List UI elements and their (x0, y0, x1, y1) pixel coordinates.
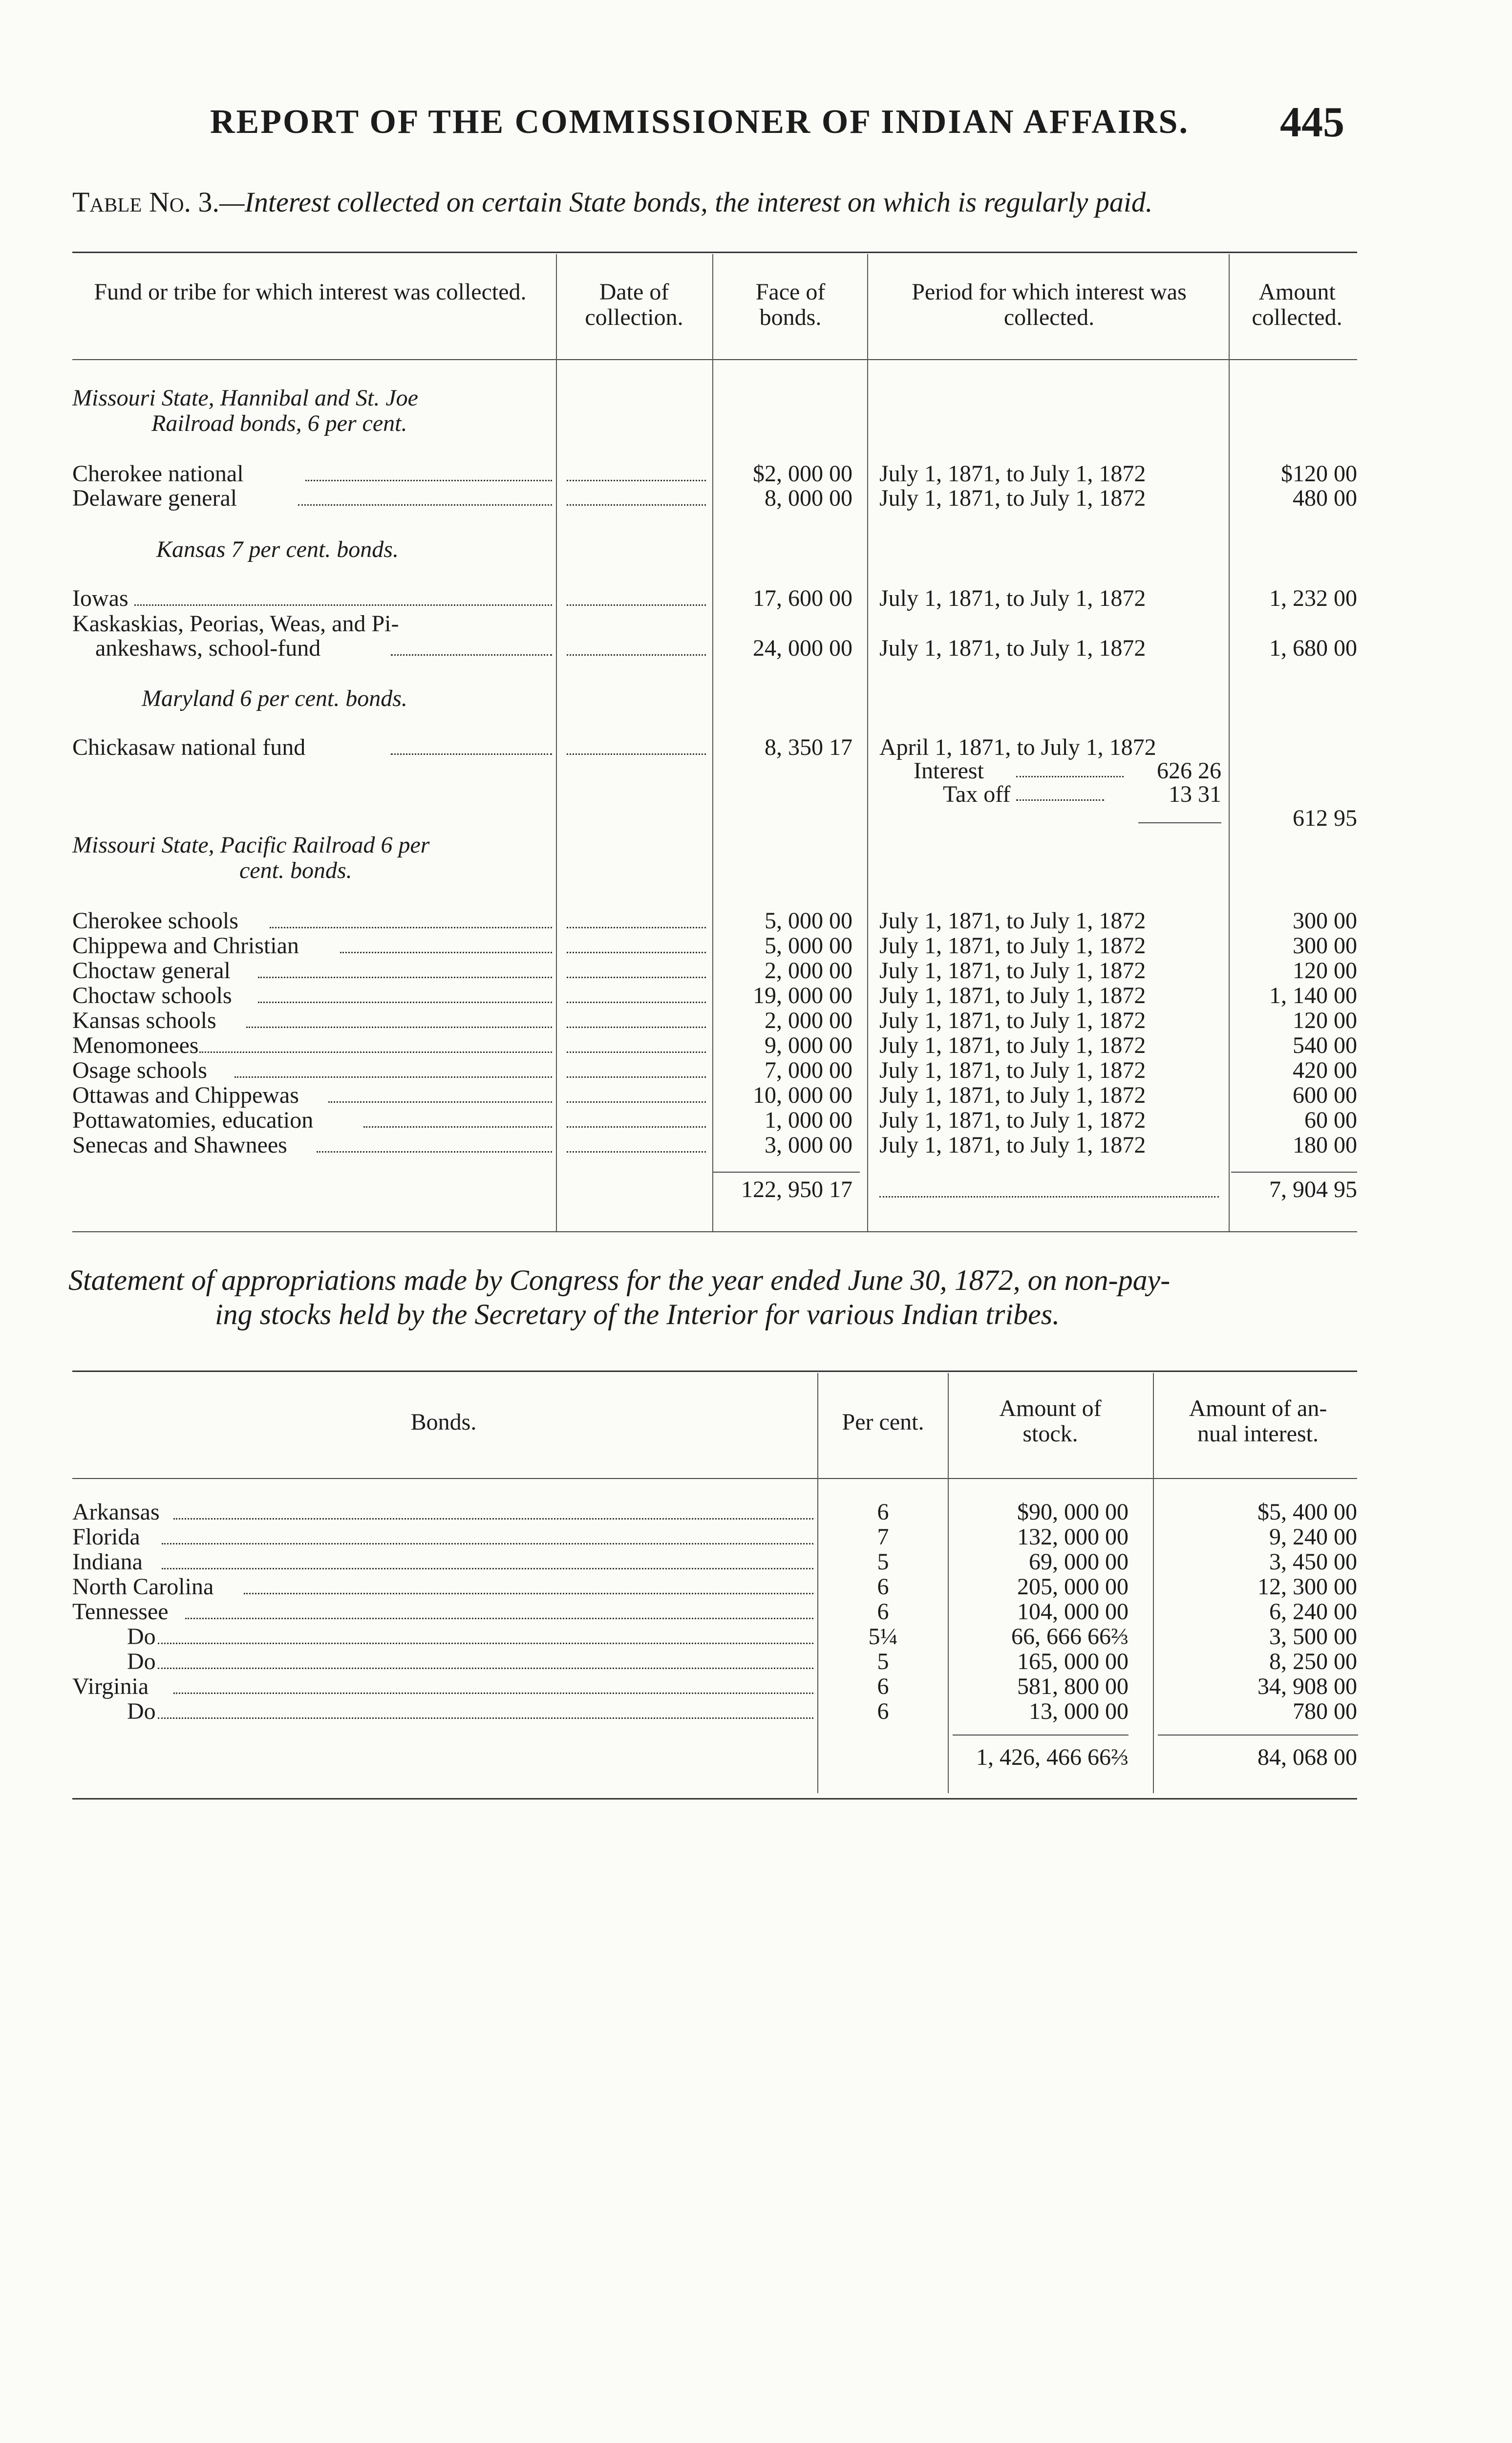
total-rule (1231, 1172, 1357, 1173)
row-period: July 1, 1871, to July 1, 1872 (879, 585, 1146, 611)
row-period: July 1, 1871, to July 1, 1872 (879, 461, 1146, 487)
total-rule (953, 1735, 1129, 1736)
row-face: 8, 000 00 (765, 485, 852, 511)
row-period: July 1, 1871, to July 1, 1872 (879, 485, 1146, 511)
row-name: Virginia (72, 1673, 149, 1699)
table-caption: —Interest collected on certain State bonds, the interest on which is regularly paid. (219, 186, 1153, 218)
row-name: Iowas (72, 585, 128, 611)
col-header-percent: Per cent. (842, 1409, 924, 1435)
row-stock: $90, 000 00 (1017, 1499, 1129, 1525)
row-name: Menomonees (72, 1032, 199, 1058)
row-period: July 1, 1871, to July 1, 1872 (879, 1057, 1146, 1083)
row-amount: 300 00 (1293, 933, 1357, 959)
row-amount: 1, 680 00 (1269, 635, 1357, 661)
row-amount: $120 00 (1281, 461, 1357, 487)
row-amount: 120 00 (1293, 1007, 1357, 1033)
dot-leader (162, 1543, 813, 1544)
row-name: Chippewa and Christian (72, 933, 299, 959)
dot-leader (567, 977, 706, 978)
section-heading: Missouri State, Hannibal and St. Joe (72, 385, 418, 411)
column-divider (712, 254, 713, 1231)
dot-leader (246, 1027, 552, 1028)
row-name: Cherokee national (72, 461, 244, 487)
section-heading: Kansas 7 per cent. bonds. (156, 536, 399, 562)
total-rule (713, 1172, 860, 1173)
row-name: Arkansas (72, 1499, 160, 1525)
row-period: July 1, 1871, to July 1, 1872 (879, 1132, 1146, 1158)
row-face: 5, 000 00 (765, 933, 852, 959)
row-period: July 1, 1871, to July 1, 1872 (879, 908, 1146, 934)
row-stock: 132, 000 00 (1017, 1524, 1129, 1550)
dot-leader (340, 952, 552, 953)
statement-line: Statement of appropriations made by Congress for the year ended June 30, 1872, on non-pay- (68, 1264, 1171, 1296)
table-header-rule (72, 1478, 1357, 1479)
row-stock: 69, 000 00 (1029, 1549, 1129, 1575)
running-title: REPORT OF THE COMMISSIONER OF INDIAN AFFAIRS. (210, 103, 1189, 141)
total-amount: 7, 904 95 (1269, 1177, 1357, 1202)
total-stock: 1, 426, 466 66⅔ (976, 1744, 1129, 1770)
row-interest: 34, 908 00 (1257, 1673, 1357, 1699)
dot-leader (162, 1568, 813, 1569)
row-amount: 600 00 (1293, 1082, 1357, 1108)
row-stock: 104, 000 00 (1017, 1599, 1129, 1625)
statement-title (68, 1263, 1363, 1331)
column-divider (1229, 254, 1230, 1231)
table-label: Table No. 3. (72, 186, 219, 218)
dot-leader (158, 1643, 813, 1644)
row-name: Florida (72, 1524, 140, 1550)
row-name: Tennessee (72, 1599, 169, 1625)
column-divider (1153, 1373, 1154, 1793)
row-stock: 205, 000 00 (1017, 1574, 1129, 1600)
table-header-rule (72, 359, 1357, 360)
dot-leader (567, 1027, 706, 1028)
row-amount: 420 00 (1293, 1057, 1357, 1083)
row-face: 17, 600 00 (753, 585, 852, 611)
row-interest: 12, 300 00 (1257, 1574, 1357, 1600)
dot-leader (317, 1151, 552, 1153)
row-name: Kansas schools (72, 1007, 216, 1033)
row-name: Choctaw schools (72, 983, 232, 1008)
dot-leader (158, 1717, 813, 1719)
row-face: 24, 000 00 (753, 635, 852, 661)
row-period: July 1, 1871, to July 1, 1872 (879, 933, 1146, 959)
row-name: Choctaw general (72, 958, 231, 984)
interest-value: 626 26 (1157, 758, 1221, 784)
col-header-bonds: Bonds. (410, 1409, 477, 1435)
section-heading: cent. bonds. (239, 857, 352, 883)
row-amount: 120 00 (1293, 958, 1357, 984)
row-name: Pottawatomies, education (72, 1107, 314, 1133)
row-percent: 5 (877, 1649, 889, 1674)
row-name: Do (127, 1698, 156, 1724)
row-stock: 13, 000 00 (1029, 1698, 1129, 1724)
row-amount: 480 00 (1293, 485, 1357, 511)
page-number: 445 (1280, 99, 1344, 146)
dot-leader (173, 1693, 813, 1694)
dot-leader (258, 1002, 552, 1003)
table-bottom-rule (72, 1231, 1357, 1232)
row-face: 3, 000 00 (765, 1132, 852, 1158)
dot-leader (363, 1126, 552, 1128)
row-amount: 540 00 (1293, 1032, 1357, 1058)
column-divider (948, 1373, 949, 1793)
row-interest: 3, 500 00 (1269, 1624, 1357, 1650)
row-percent: 6 (877, 1499, 889, 1525)
row-name: Senecas and Shawnees (72, 1132, 287, 1158)
dot-leader (567, 1126, 706, 1128)
row-name: ankeshaws, school-fund (95, 635, 321, 661)
row-percent: 7 (877, 1524, 889, 1550)
row-face: 2, 000 00 (765, 1007, 852, 1033)
dot-leader (567, 1051, 706, 1053)
dot-leader (199, 1051, 552, 1053)
row-amount: 300 00 (1293, 908, 1357, 934)
table-top-rule (72, 252, 1357, 253)
row-face: $2, 000 00 (753, 461, 852, 487)
row-period: July 1, 1871, to July 1, 1872 (879, 1032, 1146, 1058)
row-face: 8, 350 17 (765, 734, 852, 760)
col-header-period: Period for which interest was collected. (912, 279, 1187, 330)
row-percent: 6 (877, 1673, 889, 1699)
column-divider (817, 1373, 818, 1793)
row-face: 19, 000 00 (753, 983, 852, 1008)
row-name: Do (127, 1624, 156, 1650)
row-stock: 581, 800 00 (1017, 1673, 1129, 1699)
row-name: Cherokee schools (72, 908, 238, 934)
row-amount: 60 00 (1304, 1107, 1357, 1133)
col-header-face: Face of bonds. (755, 279, 826, 330)
row-stock: 165, 000 00 (1017, 1649, 1129, 1674)
row-period: July 1, 1871, to July 1, 1872 (879, 1007, 1146, 1033)
row-face: 2, 000 00 (765, 958, 852, 984)
dot-leader (567, 952, 706, 953)
row-interest: 9, 240 00 (1269, 1524, 1357, 1550)
dot-leader (567, 1002, 706, 1003)
row-period: July 1, 1871, to July 1, 1872 (879, 958, 1146, 984)
dot-leader (567, 927, 706, 928)
row-percent: 6 (877, 1698, 889, 1724)
row-percent: 5¼ (868, 1624, 898, 1650)
interest-label: Interest (914, 758, 984, 784)
row-face: 7, 000 00 (765, 1057, 852, 1083)
dot-leader (158, 1668, 813, 1669)
row-period: July 1, 1871, to July 1, 1872 (879, 635, 1146, 661)
row-interest: $5, 400 00 (1257, 1499, 1357, 1525)
page-header (0, 98, 1512, 156)
col-header-date: Date of collection. (585, 279, 683, 330)
row-period: July 1, 1871, to July 1, 1872 (879, 983, 1146, 1008)
row-amount: 1, 232 00 (1269, 585, 1357, 611)
row-name: North Carolina (72, 1574, 214, 1600)
row-period: April 1, 1871, to July 1, 1872 (879, 734, 1156, 760)
section-heading: Missouri State, Pacific Railroad 6 per (72, 832, 430, 858)
table-top-rule (72, 1371, 1357, 1372)
col-header-interest: Amount of an- nual interest. (1189, 1395, 1327, 1447)
tax-value: 13 31 (1169, 781, 1221, 807)
row-name: Ottawas and Chippewas (72, 1082, 299, 1108)
row-percent: 6 (877, 1574, 889, 1600)
row-stock: 66, 666 66⅔ (1011, 1624, 1129, 1650)
row-name: Do (127, 1649, 156, 1674)
dot-leader (258, 977, 552, 978)
row-face: 5, 000 00 (765, 908, 852, 934)
column-divider (867, 254, 868, 1231)
row-face: 9, 000 00 (765, 1032, 852, 1058)
row-amount: 180 00 (1293, 1132, 1357, 1158)
dot-leader (567, 1151, 706, 1153)
dot-leader (244, 1593, 813, 1594)
row-face: 10, 000 00 (753, 1082, 852, 1108)
row-name: Indiana (72, 1549, 143, 1575)
dot-leader (567, 1076, 706, 1078)
statement-line: ing stocks held by the Secretary of the Interior for various Indian tribes. (215, 1298, 1060, 1330)
row-interest: 6, 240 00 (1269, 1599, 1357, 1625)
row-interest: 8, 250 00 (1269, 1649, 1357, 1674)
row-period: July 1, 1871, to July 1, 1872 (879, 1107, 1146, 1133)
row-face: 1, 000 00 (765, 1107, 852, 1133)
dot-leader (567, 1101, 706, 1103)
col-header-fund: Fund or tribe for which interest was collected. (94, 279, 527, 305)
dot-leader (270, 927, 552, 928)
row-name: Osage schools (72, 1057, 207, 1083)
row-period: July 1, 1871, to July 1, 1872 (879, 1082, 1146, 1108)
row-percent: 5 (877, 1549, 889, 1575)
row-amount: 612 95 (1293, 805, 1357, 831)
table-title (72, 186, 1152, 218)
table-bottom-rule (72, 1798, 1357, 1800)
total-face: 122, 950 17 (741, 1177, 852, 1202)
row-amount: 1, 140 00 (1269, 983, 1357, 1008)
dot-leader (173, 1518, 813, 1520)
column-divider (556, 254, 557, 1231)
row-interest: 780 00 (1293, 1698, 1357, 1724)
total-rule (1158, 1735, 1358, 1736)
row-name: Kaskaskias, Peorias, Weas, and Pi- (72, 611, 399, 637)
row-interest: 3, 450 00 (1269, 1549, 1357, 1575)
row-name: Chickasaw national fund (72, 734, 306, 760)
subtotal-rule (1138, 822, 1221, 823)
row-name: Delaware general (72, 485, 237, 511)
col-header-stock: Amount of stock. (999, 1395, 1102, 1447)
dot-leader (234, 1076, 552, 1078)
section-heading: Railroad bonds, 6 per cent. (151, 410, 407, 436)
row-percent: 6 (877, 1599, 889, 1625)
dot-leader (185, 1618, 813, 1619)
total-interest: 84, 068 00 (1257, 1744, 1357, 1770)
dot-leader (328, 1101, 552, 1103)
section-heading: Maryland 6 per cent. bonds. (142, 686, 407, 711)
tax-label: Tax off (943, 781, 1011, 807)
col-header-amount: Amount collected. (1252, 279, 1342, 330)
